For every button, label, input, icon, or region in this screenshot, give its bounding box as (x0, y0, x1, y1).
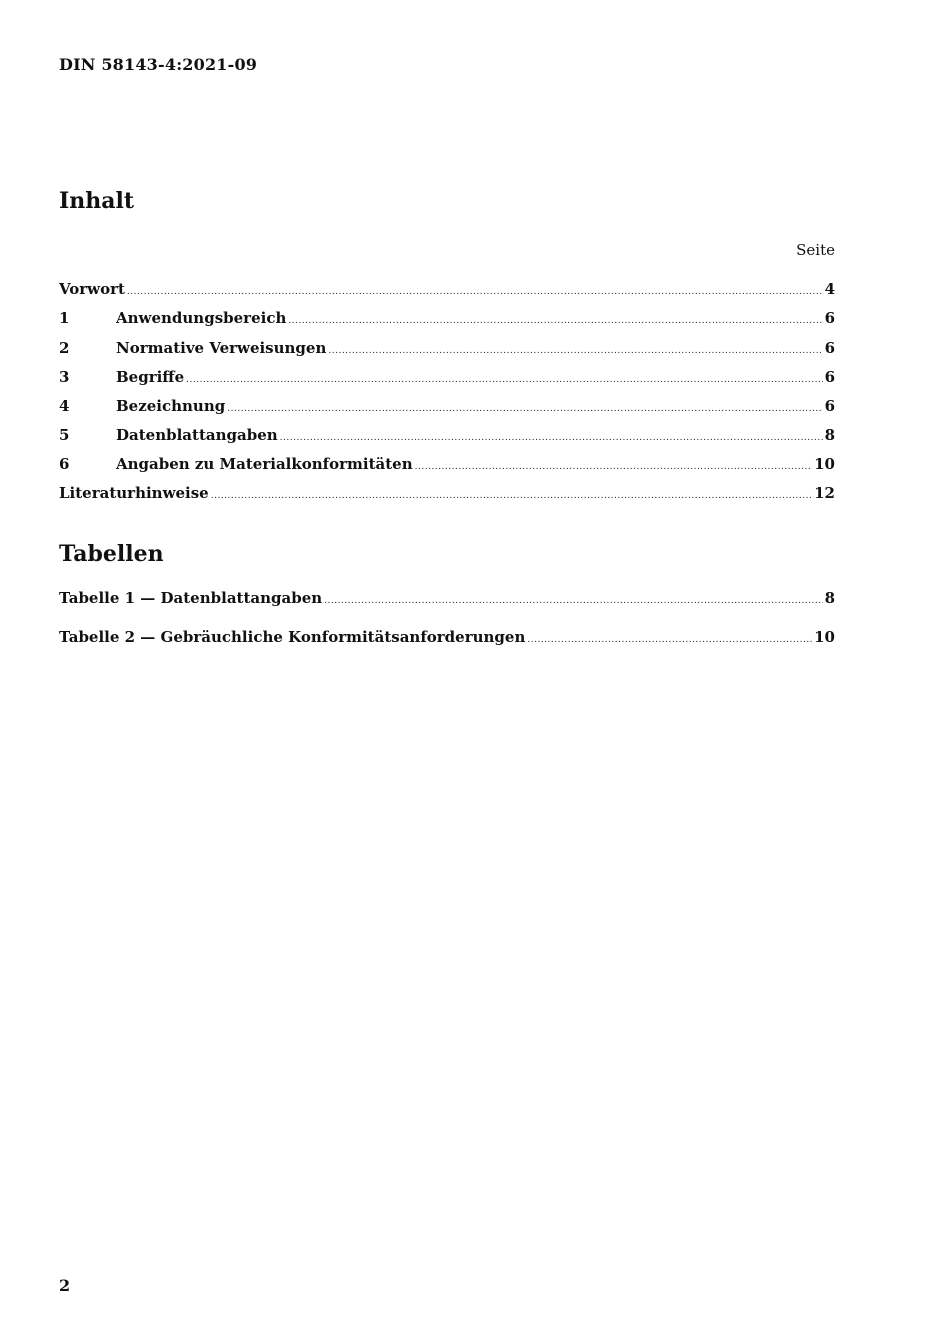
toc-entry-datenblattangaben[interactable] (59, 426, 835, 444)
dot-leader (527, 635, 812, 645)
toc-entry-page: 4 (824, 280, 835, 298)
toc-entry-number: 3 (59, 368, 70, 386)
toc-entry-label: Normative Verweisungen (116, 339, 327, 357)
table-entry-page: 10 (814, 628, 835, 646)
table-entry-label: Tabelle 1 — Datenblattangaben (59, 589, 323, 607)
toc-entry-page: 6 (824, 309, 835, 327)
toc-title: Inhalt (59, 188, 135, 214)
dot-leader (288, 316, 822, 326)
toc-entry-page: 6 (824, 368, 835, 386)
dot-leader (415, 462, 812, 472)
dot-leader (280, 433, 823, 443)
toc-entry-begriffe[interactable] (59, 368, 835, 386)
toc-entry-label: Anwendungsbereich (116, 309, 287, 327)
toc-entry-normative-verweisungen[interactable] (59, 339, 835, 357)
toc-entry-label: Vorwort (59, 280, 125, 298)
toc-entry-number: 2 (59, 339, 70, 357)
toc-entry-label: Begriffe (116, 368, 185, 386)
toc-entry-vorwort[interactable] (59, 280, 835, 298)
dot-leader (227, 404, 822, 414)
dot-leader (324, 596, 822, 606)
table-entry-1[interactable] (59, 589, 835, 607)
table-entry-label: Tabelle 2 — Gebräuchliche Konformitätsanforderungen (59, 628, 526, 646)
dot-leader (186, 375, 822, 385)
toc-entry-label: Angaben zu Materialkonformitäten (116, 455, 413, 473)
toc-entry-page: 6 (824, 397, 835, 415)
toc-entry-page: 10 (814, 455, 835, 473)
toc-entry-bezeichnung[interactable] (59, 397, 835, 415)
toc-entry-materialkonformitaeten[interactable] (59, 455, 835, 473)
document-id: DIN 58143-4:2021-09 (59, 55, 258, 74)
toc-entry-anwendungsbereich[interactable] (59, 309, 835, 327)
dot-leader (328, 346, 822, 356)
toc-entry-label: Datenblattangaben (116, 426, 278, 444)
toc-entry-number: 4 (59, 397, 70, 415)
dot-leader (211, 491, 812, 501)
toc-entry-literaturhinweise[interactable] (59, 484, 835, 502)
toc-entry-page: 8 (824, 426, 835, 444)
table-entry-page: 8 (824, 589, 835, 607)
toc-entry-label: Literaturhinweise (59, 484, 209, 502)
toc-entry-label: Bezeichnung (116, 397, 226, 415)
toc-entry-number: 1 (59, 309, 70, 327)
table-entry-2[interactable] (59, 628, 835, 646)
dot-leader (127, 287, 823, 297)
toc-entry-page: 12 (814, 484, 835, 502)
toc-entry-page: 6 (824, 339, 835, 357)
page-column-label: Seite (796, 241, 835, 259)
page-number: 2 (59, 1276, 71, 1295)
tables-title: Tabellen (59, 541, 164, 567)
toc-entry-number: 5 (59, 426, 70, 444)
toc-entry-number: 6 (59, 455, 70, 473)
